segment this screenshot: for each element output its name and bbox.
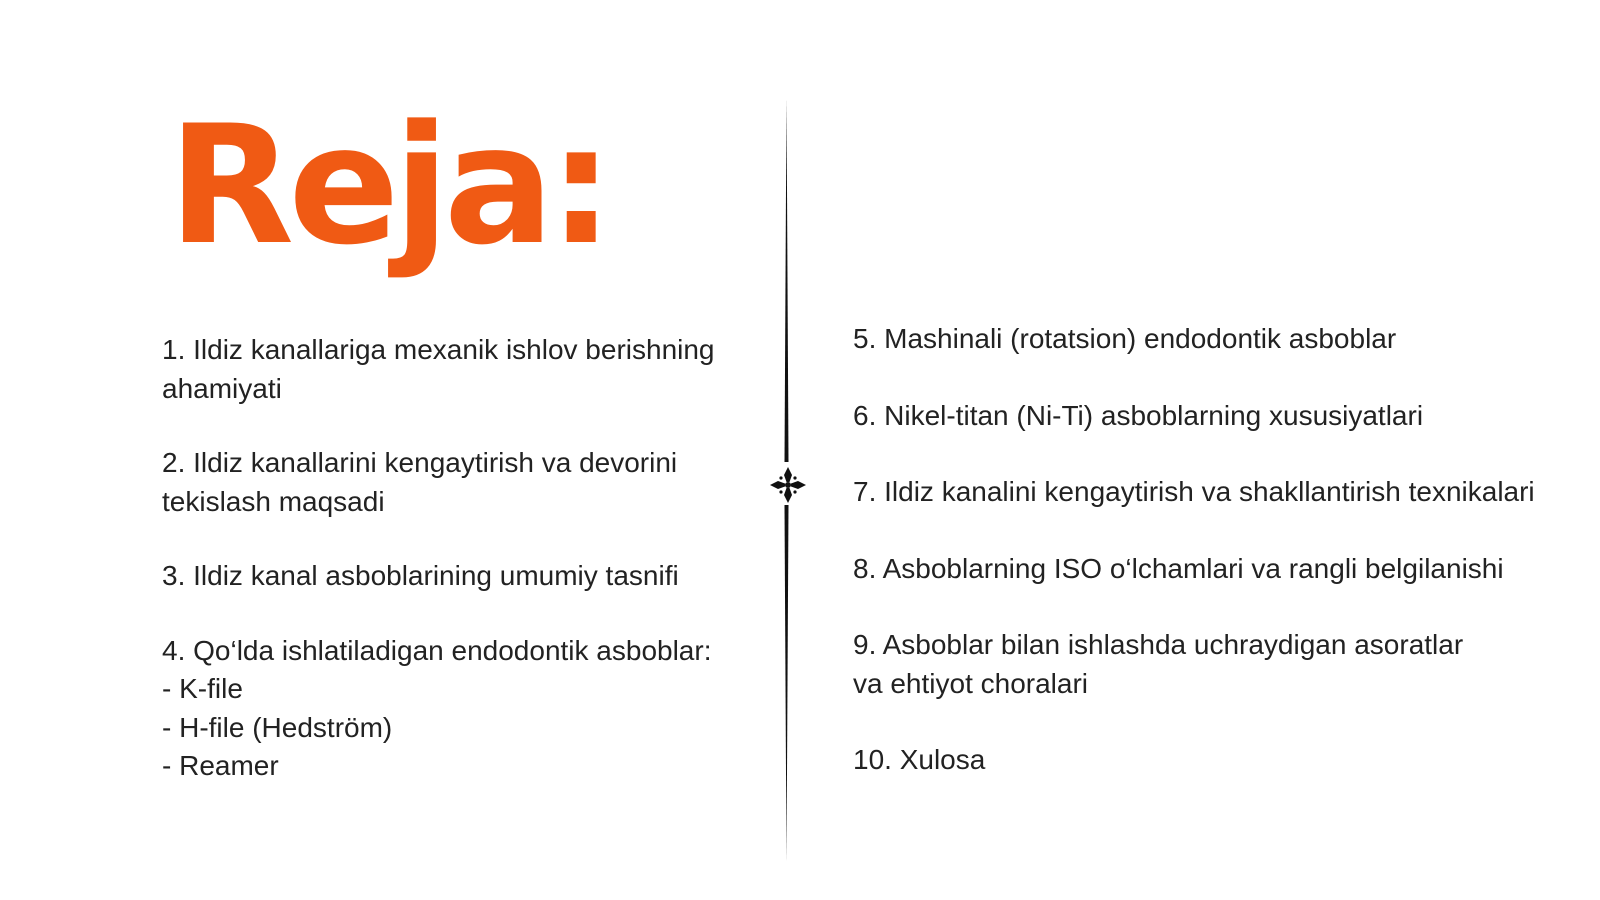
slide-title: Reja: [168, 90, 608, 281]
agenda-item-3: 3. Ildiz kanal asboblarining umumiy tasnifi [162, 560, 679, 591]
agenda-item-6: 6. Nikel-titan (Ni-Ti) asboblarning xususiyatlari [853, 399, 1424, 431]
agenda-item-5: 5. Mashinali (rotatsion) endodontik asboblar [853, 323, 1397, 354]
agenda-list-left [162, 331, 762, 822]
agenda-item-7: 7. Ildiz kanalini kengaytirish va shakllantirish texnikalari [853, 476, 1535, 507]
agenda-item-9: 9. Asboblar bilan ishlashda uchraydigan asoratlar va ehtiyot choralari [853, 629, 1464, 699]
agenda-item-8: 8. Asboblarning ISO o‘lchamlari va rangli belgilanishi [853, 552, 1504, 584]
agenda-item-2: 2. Ildiz kanallarini kengaytirish va devorini tekislash maqsadi [162, 447, 678, 517]
fleuron-cross-icon [768, 465, 808, 505]
agenda-list-right [853, 320, 1593, 818]
agenda-item-1: 1. Ildiz kanallariga mexanik ishlov berishning ahamiyati [162, 334, 715, 404]
agenda-item-10: 10. Xulosa [853, 744, 986, 775]
agenda-item-4: 4. Qo‘lda ishlatiladigan endodontik asboblar: - K-file - H-file (Hedström) - Reamer [162, 634, 712, 781]
